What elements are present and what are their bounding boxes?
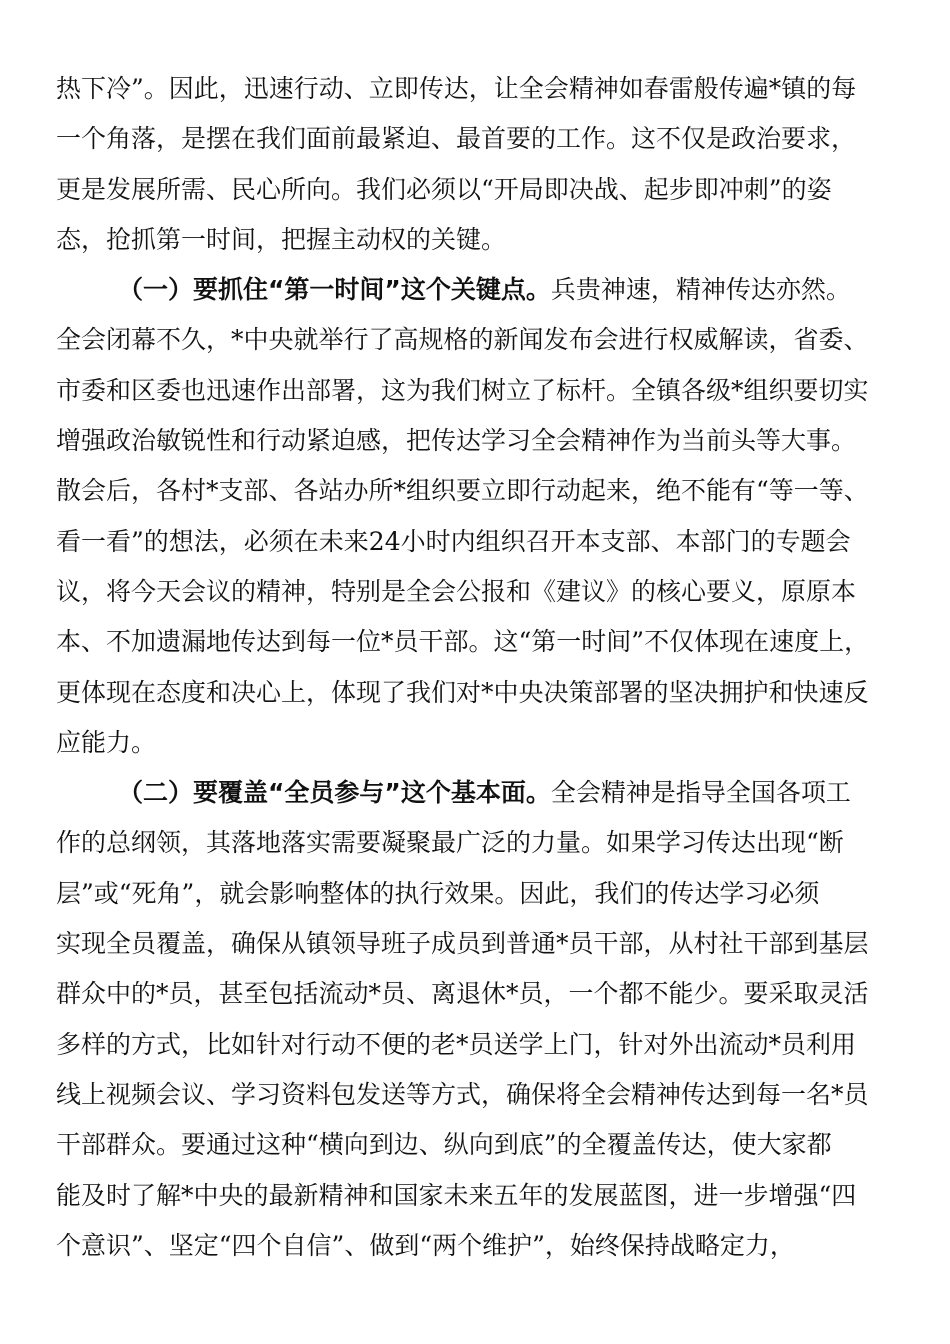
text-line: 作的总纲领，其落地落实需要凝聚最广泛的力量。如果学习传达出现“断 [56, 828, 844, 858]
section-heading: （一）要抓住“第一时间”这个关键点。 [118, 275, 551, 305]
section-lead-text: 兵贵神速，精神传达亦然。 [550, 275, 851, 305]
text-line: 应能力。 [56, 727, 157, 757]
text-line: 市委和区委也迅速作出部署，这为我们树立了标杆。全镇各级*组织要切实 [56, 375, 869, 405]
text-line: 议，将今天会议的精神，特别是全会公报和《建议》的核心要义，原原本 [56, 576, 857, 606]
section-lead-text: 全会精神是指导全国各项工 [550, 778, 851, 808]
text-line: 一个角落，是摆在我们面前最紧迫、最首要的工作。这不仅是政治要求， [56, 124, 857, 154]
text-line: 全会闭幕不久，*中央就举行了高规格的新闻发布会进行权威解读，省委、 [56, 325, 869, 355]
text-line: 多样的方式，比如针对行动不便的老*员送学上门，针对外出流动*员利用 [56, 1029, 857, 1059]
paragraph-intro [56, 64, 896, 265]
text-line: 能及时了解*中央的最新精神和国家未来五年的发展蓝图，进一步增强“四 [56, 1180, 857, 1210]
text-line: 干部群众。要通过这种“横向到边、纵向到底”的全覆盖传达，使大家都 [56, 1130, 832, 1160]
section-heading: （二）要覆盖“全员参与”这个基本面。 [118, 778, 551, 808]
text-line: 更是发展所需、民心所向。我们必须以“开局即决战、起步即冲刺”的姿 [56, 174, 832, 204]
document-page [56, 64, 896, 1271]
text-line: 增强政治敏锐性和行动紧迫感，把传达学习全会精神作为当前头等大事。 [56, 426, 857, 456]
text-line: 散会后，各村*支部、各站办所*组织要立即行动起来，绝不能有“等一等、 [56, 476, 869, 506]
text-line: 线上视频会议、学习资料包发送等方式，确保将全会精神传达到每一名*员 [56, 1079, 869, 1109]
text-line: 看一看”的想法，必须在未来24小时内组织召开本支部、本部门的专题会 [56, 526, 851, 556]
text-line: 实现全员覆盖，确保从镇领导班子成员到普通*员干部，从村社干部到基层 [56, 929, 869, 959]
text-line: 群众中的*员，甚至包括流动*员、离退休*员，一个都不能少。要采取灵活 [56, 979, 869, 1009]
text-line: 热下冷”。因此，迅速行动、立即传达，让全会精神如春雷般传遍*镇的每 [56, 74, 857, 103]
section-full-participation [56, 768, 896, 1271]
text-line: 层”或“死角”，就会影响整体的执行效果。因此，我们的传达学习必须 [56, 878, 820, 908]
text-line: 个意识”、坚定“四个自信”、做到“两个维护”，始终保持战略定力， [56, 1230, 795, 1260]
text-line: 更体现在态度和决心上，体现了我们对*中央决策部署的坚决拥护和快速反 [56, 677, 869, 707]
section-first-time [56, 265, 896, 768]
section-first-line [56, 265, 896, 315]
text-line: 本、不加遗漏地传达到每一位*员干部。这“第一时间”不仅体现在速度上， [56, 627, 870, 657]
section-first-line [56, 768, 896, 818]
text-line: 态，抢抓第一时间，把握主动权的关键。 [56, 224, 507, 254]
